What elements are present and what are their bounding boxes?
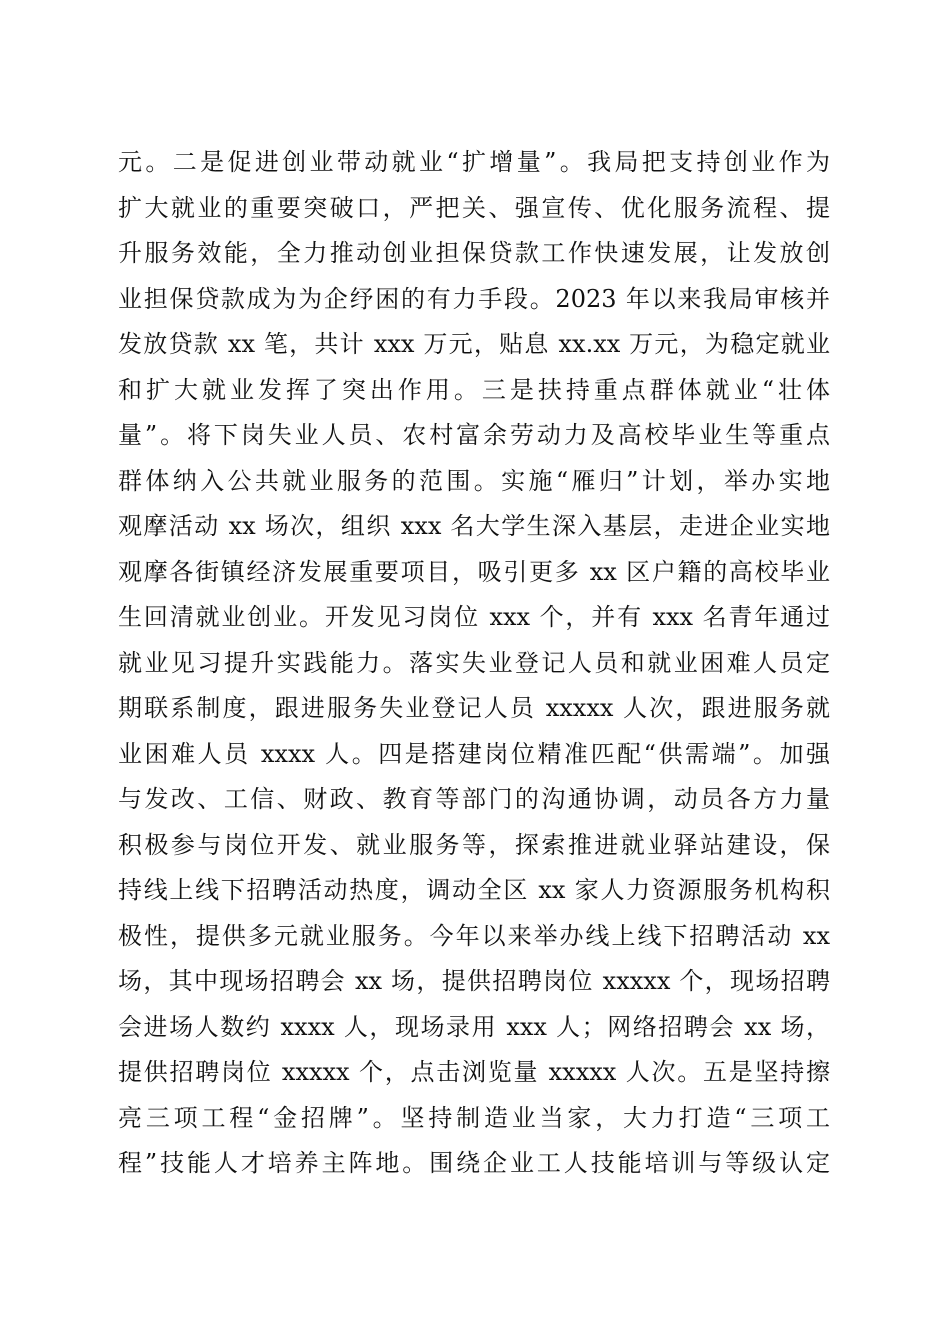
text-line: 会进场人数约 xxxx 人，现场录用 xxx 人；网络招聘会 xx 场，	[118, 1012, 830, 1041]
text-line: 场，其中现场招聘会 xx 场，提供招聘岗位 xxxxx 个，现场招聘	[118, 967, 830, 995]
text-line: 极性，提供多元就业服务。今年以来举办线上线下招聘活动 xx	[118, 921, 830, 950]
text-line: 期联系制度，跟进服务失业登记人员 xxxxx 人次，跟进服务就	[118, 694, 830, 722]
text-line: 生回清就业创业。开发见习岗位 xxx 个，并有 xxx 名青年通过	[118, 603, 830, 631]
text-line: 亮三项工程“金招牌”。坚持制造业当家，大力打造“三项工	[118, 1103, 830, 1132]
text-line: 发放贷款 xx 笔，共计 xxx 万元，贴息 xx.xx 万元，为稳定就业	[118, 330, 830, 358]
text-line: 积极参与岗位开发、就业服务等，探索推进就业驿站建设，保	[118, 830, 830, 859]
text-line: 业担保贷款成为为企纾困的有力手段。2023 年以来我局审核并	[118, 284, 830, 313]
text-line: 与发改、工信、财政、教育等部门的沟通协调，动员各方力量	[118, 785, 830, 813]
text-line: 提供招聘岗位 xxxxx 个，点击浏览量 xxxxx 人次。五是坚持擦	[118, 1058, 830, 1086]
text-line: 业困难人员 xxxx 人。四是搭建岗位精准匹配“供需端”。加强	[118, 739, 830, 768]
text-line: 扩大就业的重要突破口，严把关、强宣传、优化服务流程、提	[118, 193, 830, 222]
text-line: 持线上线下招聘活动热度，调动全区 xx 家人力资源服务机构积	[118, 876, 830, 904]
text-line: 观摩活动 xx 场次，组织 xxx 名大学生深入基层，走进企业实地	[118, 512, 830, 540]
text-line: 元。二是促进创业带动就业“扩增量”。我局把支持创业作为	[118, 148, 830, 176]
text-line: 量”。将下岗失业人员、农村富余劳动力及高校毕业生等重点	[118, 421, 830, 449]
text-line: 升服务效能，全力推动创业担保贷款工作快速发展，让发放创	[118, 239, 830, 267]
text-line: 就业见习提升实践能力。落实失业登记人员和就业困难人员定	[118, 648, 830, 677]
text-line: 群体纳入公共就业服务的范围。实施“雁归”计划，举办实地	[118, 466, 830, 495]
text-line: 和扩大就业发挥了突出作用。三是扶持重点群体就业“壮体	[118, 375, 830, 404]
body-paragraph	[118, 140, 830, 1187]
text-line: 观摩各街镇经济发展重要项目，吸引更多 xx 区户籍的高校毕业	[118, 557, 830, 586]
text-line: 程”技能人才培养主阵地。围绕企业工人技能培训与等级认定	[118, 1149, 830, 1177]
